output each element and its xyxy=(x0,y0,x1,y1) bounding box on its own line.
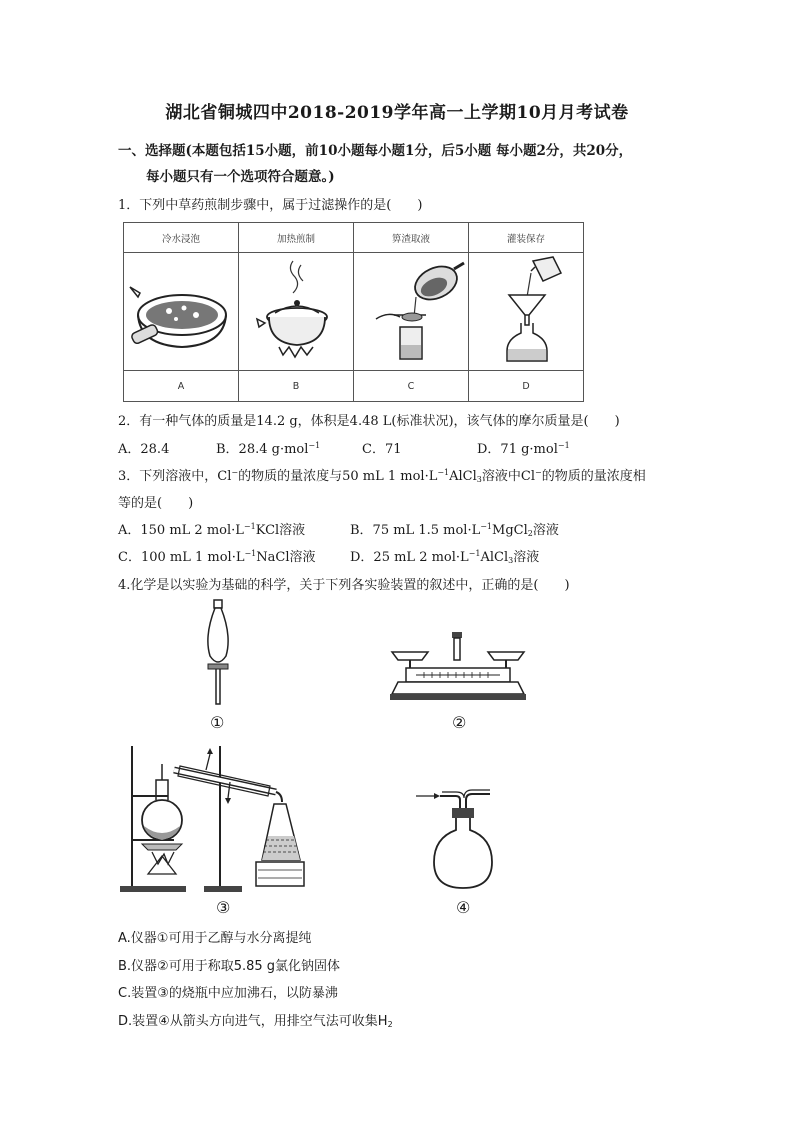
q4-option-c: C.装置③的烧瓶中应加沸石，以防暴沸 xyxy=(118,986,338,1001)
q1-table xyxy=(123,222,584,402)
section-line-1: 一、选择题(本题包括15小题，前10小题每小题1分，后5小题 每小题2分，共20分， xyxy=(118,143,633,159)
q3-option-c: C．100 mL 1 $mol\cdot L^{-1}NaCl$溶液 xyxy=(118,549,316,565)
label-apparatus-1: ① xyxy=(210,713,225,732)
balance-image xyxy=(388,630,528,704)
q3-stem-line-1: 3．下列溶液中，Cl−的物质的量浓度与50 mL 1 $mol\cdot L^{-1}AlCl_3$溶液中Cl−的物质的量浓度相 xyxy=(118,468,646,484)
q1-option-d: D xyxy=(469,371,584,402)
q2-option-b: B．28.4 g·mol$^{-1}$ xyxy=(216,441,321,457)
label-apparatus-4: ④ xyxy=(456,898,471,917)
q4-option-b: B.仪器②可用于称取5.85 g氯化钠固体 xyxy=(118,959,341,974)
q4-stem: 4.化学是以实验为基础的科学，关于下列各实验装置的叙述中，正确的是( ) xyxy=(118,578,570,593)
bottling-image xyxy=(469,253,584,371)
label-apparatus-2: ② xyxy=(452,713,467,732)
q3-option-a: A．150 mL 2 $mol\cdot L^{-1}KCl$溶液 xyxy=(118,522,306,538)
q3-option-d: D．25 mL 2 $mol\cdot L^{-1}AlCl_3$溶液 xyxy=(350,549,540,565)
soaking-image xyxy=(124,253,239,371)
q1-option-b: B xyxy=(239,371,354,402)
boiling-image xyxy=(239,253,354,371)
q3-stem-line-2: 等的是( ) xyxy=(118,496,194,511)
q1-header-b: 加热煎制 xyxy=(239,223,354,253)
page-title: 湖北省铜城四中2018-2019学年高一上学期10月月考试卷 xyxy=(165,103,629,123)
q1-header-a: 冷水浸泡 xyxy=(124,223,239,253)
q4-option-d: D.装置④从箭头方向进气，用排空气法可收集$H_2$ xyxy=(118,1014,393,1029)
q1-option-a: A xyxy=(124,371,239,402)
q2-option-c: C．71 xyxy=(362,442,402,457)
separatory-funnel-image xyxy=(200,598,236,706)
q2-option-a: A．28.4 xyxy=(118,442,170,457)
q1-option-c: C xyxy=(354,371,469,402)
gas-collection-flask-image xyxy=(412,784,512,896)
label-apparatus-3: ③ xyxy=(216,898,231,917)
q1-header-d: 灌装保存 xyxy=(469,223,584,253)
q2-stem: 2．有一种气体的质量是14.2 g，体积是4.48 L(标准状况)，该气体的摩尔质量是( ) xyxy=(118,414,620,429)
q1-stem: 1．下列中草药煎制步骤中，属于过滤操作的是( ) xyxy=(118,198,423,213)
distillation-apparatus-image xyxy=(118,740,308,896)
filtering-image xyxy=(354,253,469,371)
q4-option-a: A.仪器①可用于乙醇与水分离提纯 xyxy=(118,931,312,946)
q2-option-d: D．71 g·mol$^{-1}$ xyxy=(477,441,570,457)
section-header xyxy=(118,138,678,190)
q1-header-c: 箅渣取液 xyxy=(354,223,469,253)
q3-option-b: B．75 mL 1.5 $mol\cdot L^{-1}MgCl_2$溶液 xyxy=(350,522,559,538)
section-line-2: 每小题只有一个选项符合题意。) xyxy=(146,169,335,185)
